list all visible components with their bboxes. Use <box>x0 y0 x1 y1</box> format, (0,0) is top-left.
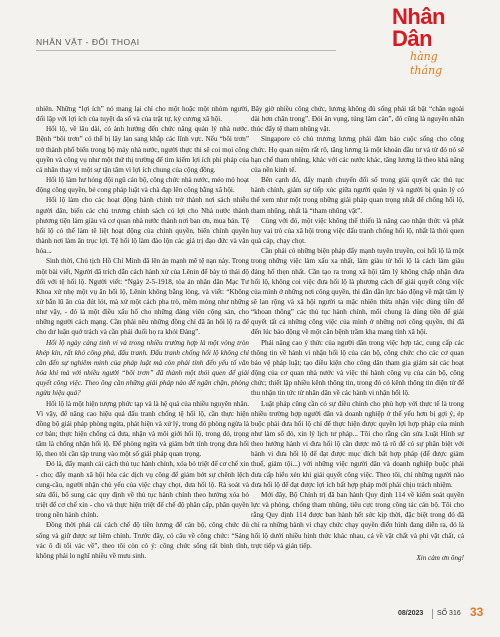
paragraph: Đó là, đẩy mạnh cải cách thủ tục hành chính, xóa bỏ triệt để cơ chế xin - cho; đẩy mạnh xã hội hóa các dịch vụ công để giảm bớt sự chênh lệch cung-cầu, người nhận chủ yếu của việc chạy chọt, đưa hối lộ. Rà soát và sửa đổi, bổ sung các quy định về thủ tục hành chính theo hướng xóa bỏ triệt để cơ chế xin - cho và thực hiện triệt để chế độ phân cấp, phân quyền trong nền hành chính. <box>36 460 249 520</box>
paragraph: Singapore có chủ trương lương phải đảm bảo cuộc sống cho công chức. Họ quan niệm rất rõ, tăng lương là một khoản đầu tư và từ đó nó sẽ hạn chế tham nhũng, khác với các nước khác, tăng lương là theo khả năng của nền kinh tế. <box>251 135 464 174</box>
paragraph: Cùng với đó, một việc không thể thiếu là nâng cao nhận thức và phát huy vai trò của xã hội trong việc đấu tranh chống hối lộ, nhất là thói quen quà cáp, chạy chọt. <box>251 216 464 246</box>
section-label: NHÂN VẬT - ĐỐI THOẠI <box>36 37 140 47</box>
newspaper-logo <box>392 4 464 77</box>
paragraph: Luật pháp cũng cần có sự điều chỉnh cho phù hợp với thực tế là trong nhiều trường hợp người dân và doanh nghiệp ở thế yếu hơn bị gợi ý, ép buộc phải đưa hối lộ chỉ để thực hiện được quyền lợi hợp pháp của mình như làm sổ đỏ, xin lý lịch tư pháp... Tôi cho rằng cần sửa Luật Hình sự theo hướng hành vi đưa hối lộ cần được mô tả rõ để có sự phân biệt với hành vi đưa hối lộ để đạt được mục đích bất hợp pháp (để được giảm thuế, giảm tội...) với những việc người dân và doanh nghiệp buộc phải đưa cấp hiểu xén khi giải quyết công việc. Theo tôi, chỉ những người nào đưa hối lộ để đạt được lợi ích bất hợp pháp mới phải chịu trách nhiệm. <box>251 399 464 489</box>
paragraph: nhiên. Những “lợi ích” nó mang lại chỉ cho một hoặc một nhóm người, đối lập với lợi ích của tuyệt đa số và của trật tự, kỷ cương xã hội. <box>36 105 249 124</box>
left-column <box>36 104 249 561</box>
paragraph: Mới đây, Bộ Chính trị đã ban hành Quy định 114 về kiểm soát quyền lực và phòng, chống tham nhũng, tiêu cực trong công tác cán bộ. Tôi cho rằng Quy định 114 được ban hành hết sức kịp thời, đặc biệt trong đó đã chỉ ra những hành vi chạy chức chạy quyền điển hình đang diễn ra, đó là hối lộ dưới nhiều hình thức khác nhau, cả về vật chất và phi vật chất, cả trực tiếp và gián tiếp. <box>251 490 464 550</box>
header-divider <box>36 50 336 51</box>
logo-title: Nhân Dân <box>392 4 445 51</box>
interview-question: Hối lộ ngày càng tinh vi và trong nhiều trường hợp là một vòng tròn khép kín, rất khó công phá, đấu tranh. Đấu tranh chống hối lộ không chỉ cần đến sự nghiêm minh của pháp luật mà còn phải tính đến yếu tố văn hóa khi mà với nhiều người “bôi trơn” đã thành một thói quen để giải quyết công việc. Theo ông cần những giải pháp nào để ngăn chặn, phòng ngừa hiệu quả? <box>36 338 249 398</box>
paragraph: Hối lộ làm cho các hoạt động hành chính trở thành nơi sách nhiễu người dân, biến các chủ trương chính sách có lợi cho Nhà nước thành phương tiện làm giàu và cơ quan nhà nước thành nơi ban ơn, mua bán. Tệ hối lộ có thể làm tê liệt hoạt động của chính quyền, biến chính quyền thành nơi làm ăn trục lợi. Tệ hối lộ làm đảo lộn các giá trị đạo đức và văn hóa... <box>36 196 249 256</box>
issue-date: 08/2023 <box>398 610 424 617</box>
interview-signoff: Xin cảm ơn ông! <box>416 553 464 562</box>
paragraph: Hối lộ làm hư hỏng đội ngũ cán bộ, công chức nhà nước, méo mó hoạt động công quyền, bẻ cong pháp luật và chà đạp lên công bằng xã hội. <box>36 176 249 195</box>
paragraph: Bên cạnh đó, đẩy mạnh chuyển đổi số trong giải quyết các thủ tục hành chính, giảm sự tiếp xúc giữa người quản lý và người bị quản lý có thể xem như một trong những giải pháp quan trọng nhất để chống hối lộ, tham nhũng, nhất là “tham nhũng vặt”. <box>251 176 464 215</box>
paragraph: Sinh thời, Chủ tịch Hồ Chí Minh đã lên án mạnh mẽ tệ nạn này. Trong một bài viết, Người đã trích dẫn cách hành xử của Lênin để bày tỏ thái độ đối với tệ hối lộ. Người viết: “Ngày 2-5-1918, tòa án nhân dân Mạc Tư Khoa xử nhẹ một vụ ăn hối lộ, Lênin không bằng lòng, và viết: “Không xử bắn lũ ăn của đút lót, mà xử một cách pha trò, mềm mỏng như những như vậy, - đó là một điều xấu hổ cho những đảng viên cộng sản, cho những người cách mạng. Cần phải nêu những đồng chí đã ăn hối lộ ra để cho dư luận quở trách và cần phải đuổi họ ra khỏi Đảng”. <box>36 257 249 337</box>
paragraph: Hối lộ là một hiện tượng phức tạp và là hệ quả của nhiều nguyên nhân. Vì vậy, để nâng cao hiệu quả đấu tranh chống tệ hối lộ, cần thực hiện đồng bộ giải pháp phòng ngừa, phát hiện và xử lý, trong đó phòng ngừa là cơ bản; thực hiện chống cả đưa, nhận và môi giới hối lộ, trong đó, trọng tâm là chống nhận hối lộ. Để phòng ngừa và giảm bớt tính trọng đưa hối lộ, theo tôi cần tập trung vào một số giải pháp quan trọng. <box>36 399 249 459</box>
issue-number: SỐ 316 <box>437 610 461 617</box>
page-number: 33 <box>470 605 484 619</box>
footer-divider <box>432 609 433 619</box>
logo-subtitle: hàng tháng <box>410 50 443 77</box>
paragraph: Phải nâng cao ý thức của người dân trong việc hợp tác, cung cấp các thông tin về hành vi nhận hối lộ của cán bộ, công chức cho các cơ quan bảo vệ pháp luật; tạo điều kiện cho công dân tham gia giám sát các hoạt động của cơ quan nhà nước và việc thi hành công vụ của cán bộ, công chức; thiết lập nhiều kênh thông tin, trong đó có kênh thông tin điện tử để thu nhận tin tức từ nhân dân về các hành vi nhận hối lộ. <box>251 338 464 398</box>
paragraph: Cần phải có những biện pháp đẩy mạnh tuyên truyền, coi hối lộ là một trong những việc làm xấu xa nhất, làm giàu từ hối lộ là cách làm giàu đáng hổ thẹn nhất. Cần tạo ra trong xã hội tâm lý không chấp nhận đưa hối lộ, không coi việc đưa hối lộ là phương cách để giải quyết công việc của mình ở những nơi công quyền, thì dần dần lực bảo động về mặt tâm lý sẽ lan rộng và xã hội người ta mặc nhiên thừa nhận việc dùng tiền để “khoan thông” các thủ tục hành chính, mối chung là dùng tiền để giải quyết tất cả những công việc của mình ở những nơi công quyền, thì đã đến lúc bảo động về một căn bệnh trầm kha mang tính xã hội. <box>251 247 465 337</box>
right-column <box>251 104 464 563</box>
paragraph: Bây giờ nhiều công chức, lương không đủ sống phải tất bật “chân ngoài dài hơn chân trong”. Đói ăn vụng, túng làm càn”, đó cũng là nguyên nhân thúc đẩy tệ tham nhũng vặt. <box>251 105 464 134</box>
page-header <box>0 0 500 77</box>
paragraph: Đồng thời phải cải cách chế độ tiền lương để cán bộ, công chức đủ sống và giữ được sự liêm chính. Trước đây, có câu về công chức: “Sáng vác ô đi tối vác về”, theo tôi còn có ý: công chức sống rất bình tĩnh, không phải lo nghĩ nhiều về mưu sinh. <box>36 521 249 560</box>
paragraph: Hối lộ, về lâu dài, có ảnh hưởng đến chức năng quản lý nhà nước. Bệnh “bôi trơn” có thể bị lây lan sang khắp các lĩnh vực. Nếu “bôi trơn” trở thành phổ biến trong bộ máy nhà nước, người thực thi sẽ coi mọi công quyền và công vụ như một thứ thị trường để tìm kiếm lợi ích phi pháp của cá nhân thay vì một sự tận tâm vì lợi ích chung của cộng đồng. <box>36 125 249 174</box>
